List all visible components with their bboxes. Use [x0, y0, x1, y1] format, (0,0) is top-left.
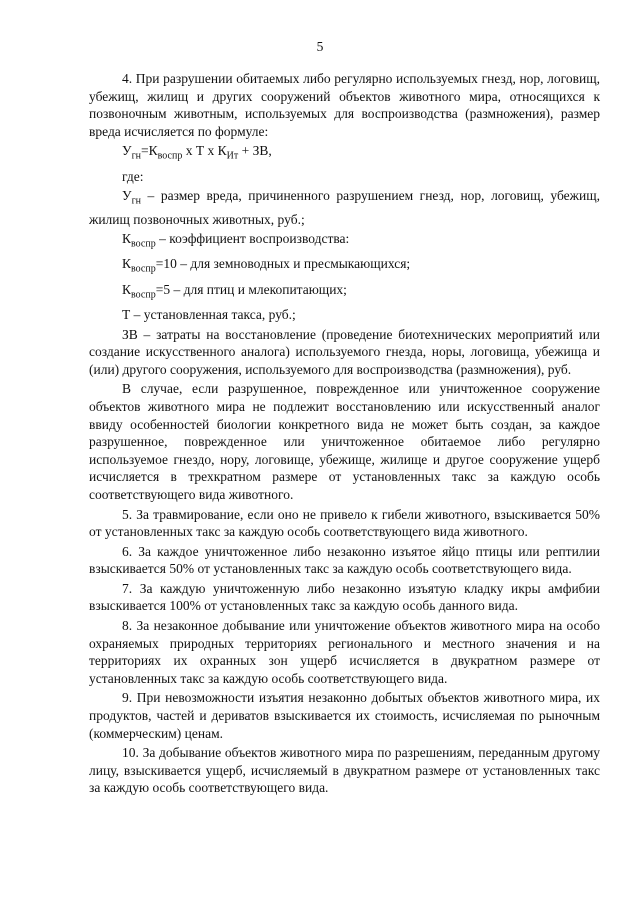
definition-k10-symbol: К [122, 256, 132, 272]
definition-u-subscript: гн [131, 195, 142, 207]
formula-kit-subscript: Ит [226, 151, 239, 163]
definition-k10-text: =10 – для земноводных и пресмыкающихся; [155, 256, 411, 272]
where-label: где: [122, 168, 144, 184]
page-number: 5 [316, 39, 324, 54]
paragraph-10: 10. За добывание объектов животного мира по разрешениям, переданным другому лицу, взыскивается ущерб, исчисляемый в двукратном размере от установленных такс за каждую особь соответствующего вида. [89, 745, 600, 796]
definition-k-5 [89, 281, 600, 304]
definition-k-text: – коэффициент воспроизводства: [155, 231, 350, 247]
paragraph-5: 5. За травмирование, если оно не привело к гибели животного, взыскивается 50% от установленных такс за каждую особь соответствующего вида животного. [89, 506, 600, 540]
formula-u-subscript: гн [131, 151, 142, 163]
definition-k-subscript: воспр [131, 238, 156, 250]
formula-k-subscript: воспр [157, 151, 183, 163]
definition-k-10 [89, 255, 600, 278]
definition-k5-symbol: К [122, 281, 132, 297]
paragraph-8: 8. За незаконное добывание или уничтожение объектов животного мира на особо охраняемых природных территориях регионального и местного значения и на территориях их охранных зон ущерб исчисляется в двукратном размере от установленных такс за каждую особь соответствующего вида. [89, 618, 600, 686]
formula-u-symbol: У [122, 143, 132, 159]
definition-t: Т – установленная такса, руб.; [122, 306, 296, 322]
paragraph-9: 9. При невозможности изъятия незаконно добытых объектов животного мира, их продуктов, частей и дериватов взыскивается их стоимость, исчисляемая по рыночным (коммерческим) ценам. [89, 690, 600, 741]
definition-zv: ЗВ – затраты на восстановление (проведение биотехнических мероприятий или создание искусственного аналога) используемого гнезда, норы, логовища, убежища и (или) другого сооружения, используемого для воспроизводства (размножения), руб. [89, 326, 600, 377]
definition-u [89, 187, 600, 228]
definition-k5-text: =5 – для птиц и млекопитающих; [155, 281, 347, 297]
formula-tail: + ЗВ, [238, 143, 272, 159]
paragraph-4: 4. При разрушении обитаемых либо регулярно используемых гнезд, нор, логовищ, убежищ, жилищ и других сооружений объектов животного мира, относящихся к позвоночным животным, используемых для воспроизводства (размножения), размер вреда исчисляется по формуле: [89, 71, 600, 139]
damage-formula [89, 142, 600, 165]
definition-u-symbol: У [122, 188, 132, 204]
definition-k10-subscript: воспр [131, 264, 156, 276]
definition-u-text: – размер вреда, причиненного разрушением гнезд, нор, логовищ, убежищ, жилищ позвоночных животных, руб.; [89, 188, 600, 227]
definition-k-symbol: К [122, 231, 132, 247]
formula-middle: х Т х К [182, 143, 227, 159]
paragraph-7: 7. За каждую уничтоженную либо незаконно изъятую кладку икры амфибии взыскивается 100% от установленных такс за каждую особь данного вида. [89, 580, 600, 614]
paragraph-6: 6. За каждое уничтоженное либо незаконно изъятое яйцо птицы или рептилии взыскивается 50% от установленных такс за каждую особь соответствующего вида. [89, 543, 600, 577]
definition-k5-subscript: воспр [131, 289, 156, 301]
formula-equals-k: =К [141, 143, 158, 159]
definition-k [89, 230, 600, 253]
document-body [89, 70, 600, 799]
paragraph-4-case: В случае, если разрушенное, поврежденное или уничтоженное сооружение объектов животного мира не подлежит восстановлению или искусственный аналог ввиду особенностей биологии конкретного вида не может быть создан, за каждое разрушенное, поврежденное или уничтоженное обитаемое либо регулярно используемое гнездо, нору, логовище, убежище, жилище и другое сооружение ущерб исчисляется в трехкратном размере от установленных такс за каждую особь соответствующего вида животного. [89, 381, 600, 502]
